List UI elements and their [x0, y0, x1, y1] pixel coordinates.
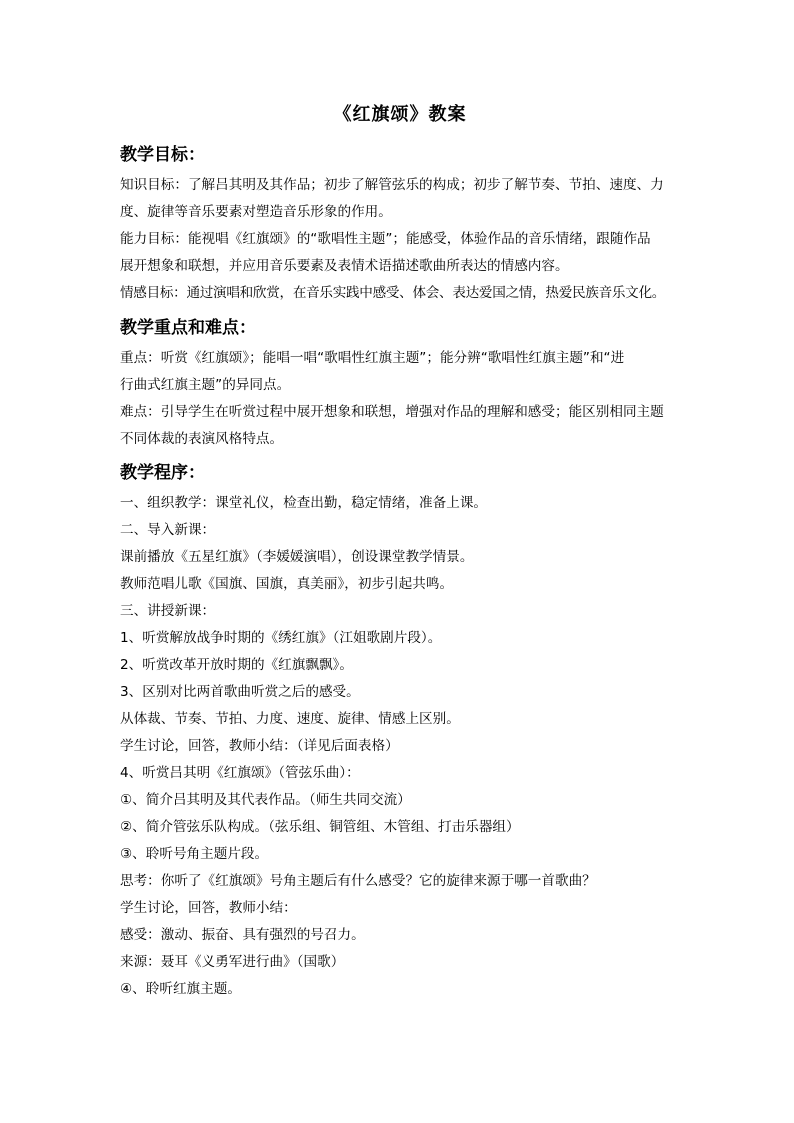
procedure-line: 三、讲授新课： — [120, 603, 216, 619]
heading-key-points: 教学重点和难点： — [120, 318, 256, 338]
ability-goal-line2: 展开想象和联想，并应用音乐要素及表情术语描述歌曲所表达的情感内容。 — [120, 258, 569, 274]
procedure-line: ③、聆听号角主题片段。 — [120, 846, 269, 862]
knowledge-goal-line1: 知识目标：了解吕其明及其作品；初步了解管弦乐的构成；初步了解节奏、节拍、速度、力 — [120, 177, 664, 193]
heading-teaching-goals: 教学目标： — [120, 145, 205, 165]
procedure-line: ②、简介管弦乐队构成。（弦乐组、铜管组、木管组、打击乐器组） — [120, 819, 520, 835]
heading-procedure: 教学程序： — [120, 463, 205, 483]
procedure-line: 思考：你听了《红旗颂》号角主题后有什么感受？它的旋律来源于哪一首歌曲？ — [120, 873, 596, 889]
difficulty-line1: 难点：引导学生在听赏过程中展开想象和联想，增强对作品的理解和感受；能区别相同主题 — [120, 404, 664, 420]
emotion-goal: 情感目标：通过演唱和欣赏，在音乐实践中感受、体会、表达爱国之情，热爱民族音乐文化。 — [120, 285, 666, 301]
key-point-line1: 重点：听赏《红旗颂》；能唱一唱“歌唱性红旗主题”；能分辨“歌唱性红旗主题”和“进 — [120, 350, 625, 366]
procedure-line: 2、听赏改革开放时期的《红旗飘飘》。 — [120, 657, 353, 673]
document-title: 《红旗颂》教案 — [333, 104, 467, 125]
difficulty-line2: 不同体裁的表演风格特点。 — [120, 431, 284, 447]
procedure-line: 学生讨论，回答，教师小结： — [120, 900, 297, 916]
procedure-line: ①、简介吕其明及其代表作品。（师生共同交流） — [120, 792, 411, 808]
procedure-line: 一、组织教学：课堂礼仪，检查出勤，稳定情绪，准备上课。 — [120, 495, 488, 511]
procedure-line: ④、聆听红旗主题。 — [120, 981, 241, 997]
key-point-line2: 行曲式红旗主题”的异同点。 — [120, 377, 291, 393]
procedure-line: 1、听赏解放战争时期的《绣红旗》（江姐歌剧片段）。 — [120, 630, 442, 646]
ability-goal-line1: 能力目标：能视唱《红旗颂》的“歌唱性主题”；能感受，体验作品的音乐情绪，跟随作品 — [120, 231, 651, 247]
procedure-line: 4、听赏吕其明《红旗颂》（管弦乐曲）： — [120, 765, 360, 781]
procedure-line: 感受：激动、振奋、具有强烈的号召力。 — [120, 927, 365, 943]
procedure-line: 来源：聂耳《义勇军进行曲》（国歌） — [120, 954, 345, 970]
procedure-line: 课前播放《五星红旗》（李媛媛演唱），创设课堂教学情景。 — [120, 549, 474, 565]
procedure-line: 学生讨论，回答，教师小结：（详见后面表格） — [120, 738, 399, 754]
knowledge-goal-line2: 度、旋律等音乐要素对塑造音乐形象的作用。 — [120, 204, 392, 220]
procedure-line: 从体裁、节奏、节拍、力度、速度、旋律、情感上区别。 — [120, 711, 460, 727]
procedure-line: 3、区别对比两首歌曲听赏之后的感受。 — [120, 684, 360, 700]
procedure-line: 二、导入新课： — [120, 522, 216, 538]
procedure-line: 教师范唱儿歌《国旗、国旗，真美丽》，初步引起共鸣。 — [120, 576, 454, 592]
